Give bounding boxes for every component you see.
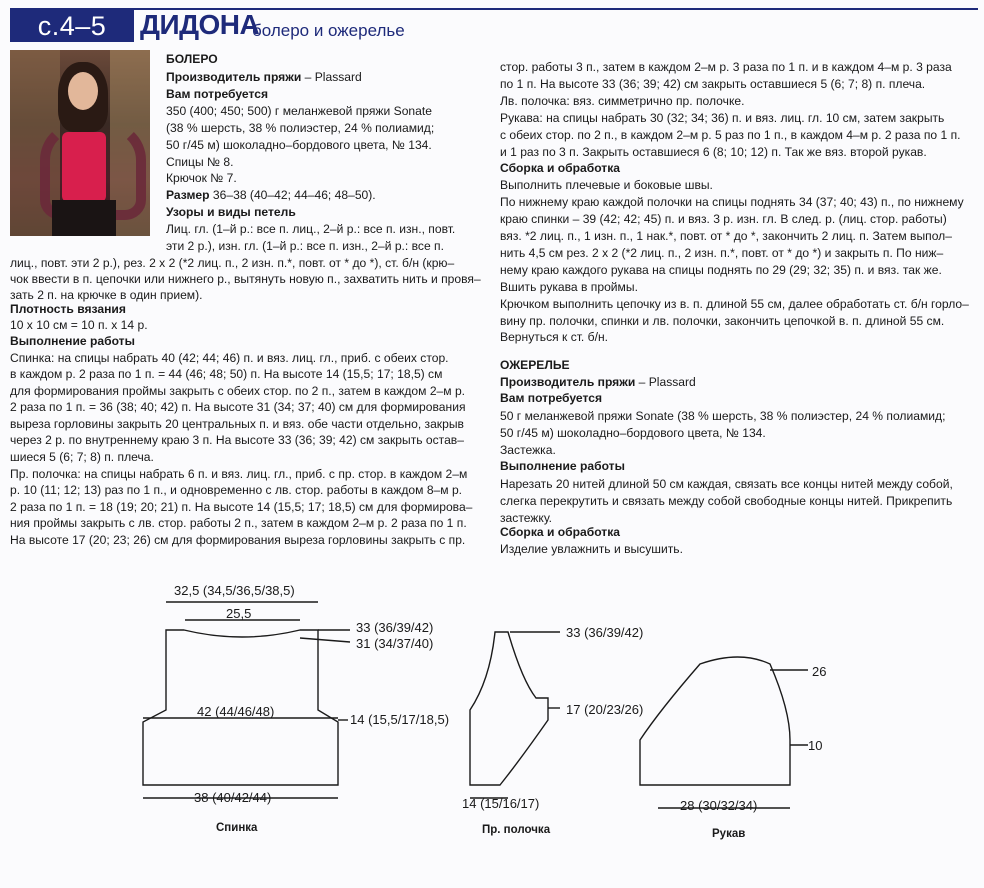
assembly-line: нить 4,5 см рез. 2 х 2 (*2 лиц. п., 2 изн. п.*, повт. от * до *) и закрыть п. По ниж– (500, 246, 944, 260)
cont-line: по 1 п. На высоте 33 (36; 39; 42) см закрыть оставшиеся 5 (6; 7; 8) п. плеча. (500, 77, 926, 91)
back-shoulder-height: 33 (36/39/42) (356, 620, 434, 635)
necklace-work-line: слегка перекрутить и связать между собой свободные концы нитей. Прикрепить (500, 494, 953, 508)
need-heading: Вам потребуется (166, 87, 269, 101)
necklace-need-line: Застежка. (500, 443, 556, 457)
assembly-line: вину пр. полочки, спинки и лв. полочки, закончить цепочкой в. п. длиной 55 см. (500, 314, 945, 328)
sleeve-piece-outline (640, 657, 790, 785)
patterns-line: эти 2 р.), изн. гл. (1–й р.: все п. изн., 2–й р.: все п. (166, 239, 444, 253)
back-line: выреза горловины закрыть 20 центральных п. и вяз. обе части отдельно, закрыв (10, 417, 464, 431)
patterns-line: зать 2 п. на крючке в один прием). (10, 288, 203, 302)
necklace-work-line: Нарезать 20 нитей длиной 50 см каждая, связать все концы нитей между собой, (500, 477, 953, 491)
patterns-line: чок ввести в п. цепочки или нижнего р., вытянуть новую п., захватить нить и провя– (10, 272, 481, 286)
cont-line: Рукава: на спицы набрать 30 (32; 34; 36) п. и вяз. лиц. гл. 10 см, затем закрыть (500, 111, 945, 125)
front-piece-outline (470, 632, 548, 785)
necklace-assembly-line: Изделие увлажнить и высушить. (500, 542, 683, 556)
back-line: Спинка: на спицы набрать 40 (42; 44; 46) п. и вяз. лиц. гл., приб. с обеих стор. (10, 351, 449, 365)
density-heading: Плотность вязания (10, 302, 126, 316)
front-line: На высоте 17 (20; 23; 26) см для формирования выреза горловины закрыть с пр. (10, 533, 466, 547)
work-heading: Выполнение работы (10, 334, 135, 348)
cont-line: стор. работы 3 п., затем в каждом 2–м р. 3 раза по 1 п. и в каждом 4–м р. 3 раза (500, 60, 952, 74)
page-subtitle: болеро и ожерелье (252, 21, 405, 40)
assembly-line: нему краю каждого рукава на спицы поднять по 29 (29; 32; 35) п. и вяз. так же. (500, 263, 942, 277)
back-top-width: 32,5 (34,5/36,5/38,5) (174, 583, 295, 598)
front-neck-height: 17 (20/23/26) (566, 702, 644, 717)
assembly-line: Крючком выполнить цепочку из в. п. длиной 55 см, далее обработать ст. б/н горло– (500, 297, 969, 311)
necklace-work-line: застежку. (500, 511, 553, 525)
need-line: Спицы № 8. (166, 155, 234, 169)
density-value: 10 х 10 см = 10 п. х 14 р. (10, 318, 148, 332)
sleeve-cuff-height: 10 (808, 738, 823, 753)
page-code-badge: с.4–5 (10, 10, 134, 42)
cont-line: и 1 раз по 3 п. Закрыть оставшиеся 6 (8; 10; 12) п. Так же вяз. второй рукав. (500, 145, 927, 159)
necklace-need-heading: Вам потребуется (500, 391, 603, 405)
back-line: через 2 р. по внутреннему краю 3 п. На высоте 33 (36; 39; 42) см закрыть остав– (10, 433, 464, 447)
cont-line: Лв. полочка: вяз. симметрично пр. полочке. (500, 94, 745, 108)
front-caption: Пр. полочка (482, 824, 551, 836)
sleeve-cap-height: 26 (812, 664, 827, 679)
assembly-heading: Сборка и обработка (500, 161, 620, 175)
patterns-line: Лиц. гл. (1–й р.: все п. лиц., 2–й р.: все п. изн., повт. (166, 222, 456, 236)
back-bottom-width: 38 (40/42/44) (194, 790, 272, 805)
need-line: 350 (400; 450; 500) г меланжевой пряжи Sonate (166, 104, 432, 118)
producer-line: Производитель пряжи – Plassard (166, 70, 362, 84)
back-armhole-height: 14 (15,5/17/18,5) (350, 712, 450, 727)
pattern-diagrams (0, 570, 984, 888)
back-line: в каждом р. 2 раза по 1 п. = 44 (46; 48; 50) п. На высоте 14 (15,5; 17; 18,5) см (10, 367, 443, 381)
assembly-line: Вернуться к ст. б/н. (500, 330, 608, 344)
page-title: ДИДОНА (140, 9, 260, 40)
assembly-line: Вшить рукава в проймы. (500, 280, 638, 294)
assembly-line: краю спинки – 39 (42; 42; 45) п. и вяз. 3 р. изн. гл. В след. р. (лиц. стор. работы) (500, 212, 947, 226)
sleeve-bottom-width: 28 (30/32/34) (680, 798, 758, 813)
back-neck-height: 31 (34/37/40) (356, 636, 434, 651)
necklace-producer-line: Производитель пряжи – Plassard (500, 375, 696, 389)
need-line: 50 г/45 м) шоколадно–бордового цвета, № 134. (166, 138, 432, 152)
necklace-assembly-heading: Сборка и обработка (500, 525, 620, 539)
front-bottom-width: 14 (15/16/17) (462, 796, 540, 811)
front-line: р. 10 (11; 12; 13) раз по 1 п., и одновременно с лв. стор. работы в каждом 8–м р. (10, 483, 463, 497)
assembly-line: По нижнему краю каждой полочки на спицы поднять 34 (37; 40; 43) п., по нижнему (500, 195, 964, 209)
cont-line: с обеих стор. по 2 п., в каждом 2–м р. 5 раз по 1 п., в каждом 4–м р. 2 раза по 1 п. (500, 128, 961, 142)
back-neck-width: 25,5 (226, 606, 252, 621)
front-line: ния проймы закрыть с лв. стор. работы 2 п., затем в каждом 2–м р. 2 раза по 1 п. (10, 516, 467, 530)
model-photo (10, 50, 150, 236)
assembly-line: вяз. *2 лиц. п., 1 изн. п., 1 нак.*, повт. от * до *, закончить 2 лиц. п. Затем выпол– (500, 229, 952, 243)
back-line: для формирования проймы закрыть с обеих стор. по 2 п., затем в каждом 2–м р. (10, 384, 466, 398)
necklace-need-line: 50 г/45 м) шоколадно–бордового цвета, № 134. (500, 426, 766, 440)
necklace-work-heading: Выполнение работы (500, 459, 625, 473)
patterns-heading: Узоры и виды петель (166, 205, 296, 219)
need-line: Крючок № 7. (166, 171, 237, 185)
bolero-heading: БОЛЕРО (166, 52, 218, 66)
front-shoulder-height: 33 (36/39/42) (566, 625, 644, 640)
front-line: 2 раза по 1 п. = 18 (19; 20; 21) п. На высоте 14 (15,5; 17; 18,5) см для формирова– (10, 500, 473, 514)
sleeve-caption: Рукав (712, 828, 746, 840)
front-line: Пр. полочка: на спицы набрать 6 п. и вяз. лиц. гл., приб. с пр. стор. в каждом 2–м (10, 467, 468, 481)
assembly-line: Выполнить плечевые и боковые швы. (500, 178, 713, 192)
patterns-line: лиц., повт. эти 2 р.), рез. 2 х 2 (*2 лиц. п., 2 изн. п.*, повт. от * до *), ст. б/н (крю– (10, 256, 455, 270)
need-line: (38 % шерсть, 38 % полиэстер, 24 % полиамид; (166, 121, 435, 135)
back-line: 2 раза по 1 п. = 36 (38; 40; 42) п. На высоте 31 (34; 37; 40) см для формирования (10, 400, 466, 414)
back-line: шиеся 5 (6; 7; 8) п. плеча. (10, 450, 154, 464)
back-caption: Спинка (216, 822, 258, 834)
necklace-heading: ОЖЕРЕЛЬЕ (500, 358, 570, 372)
size-line: Размер 36–38 (40–42; 44–46; 48–50). (166, 188, 376, 202)
back-chest-width: 42 (44/46/48) (197, 704, 275, 719)
necklace-need-line: 50 г меланжевой пряжи Sonate (38 % шерсть, 38 % полиэстер, 24 % полиамид; (500, 409, 946, 423)
